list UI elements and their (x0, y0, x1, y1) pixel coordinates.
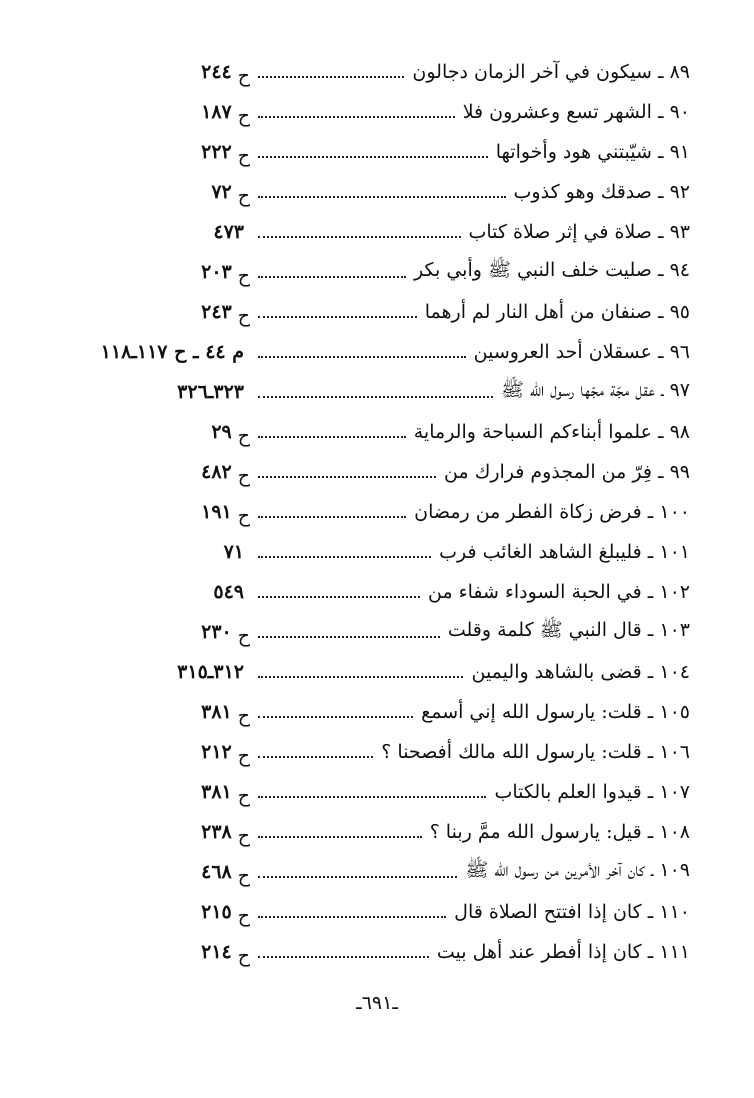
dot-leader (258, 116, 455, 118)
entry-page-number: ٥٤٩ (213, 581, 244, 603)
entry-reference (90, 221, 250, 243)
entry-title: ١٠٢ ـ في الحبة السوداء شفاء من (427, 581, 690, 603)
entry-title: ١١١ ـ كان إذا أفطر عند أهل بيت (436, 941, 690, 963)
entry-page-number: ٤٨٢ (201, 461, 232, 483)
entry-page-number: ٧١ (223, 541, 244, 563)
index-entry (90, 932, 690, 972)
entry-page-number: ٣٢٣ـ٣٢٦ (177, 381, 244, 403)
hadith-marker: ح (237, 425, 250, 447)
entry-reference (90, 621, 250, 647)
entry-title: ٩٢ ـ صدقك وهو كذوب (513, 181, 690, 203)
entry-title: ٩٣ ـ صلاة في إثر صلاة كتاب (468, 221, 690, 243)
index-entry (90, 892, 690, 932)
entry-reference (90, 701, 250, 727)
dot-leader (258, 596, 420, 598)
entry-title: ٩٨ ـ علموا أبناءكم السباحة والرماية (413, 421, 690, 443)
entry-page-number: ٤٦٨ (201, 861, 232, 883)
entry-title: ١٠٤ ـ قضى بالشاهد واليمين (471, 661, 690, 683)
hadith-marker: ح (237, 105, 250, 127)
entry-reference (90, 261, 250, 287)
entry-reference (90, 381, 250, 403)
dot-leader (258, 796, 486, 798)
dot-leader (258, 516, 406, 518)
dot-leader (258, 356, 466, 358)
page-number: ـ٦٩١ـ (356, 992, 398, 1014)
entry-title: ٩٦ ـ عسقلان أحد العروسين (473, 341, 690, 363)
index-list (90, 52, 690, 972)
entry-reference (90, 861, 250, 887)
dot-leader (258, 756, 373, 758)
hadith-marker: ح (237, 705, 250, 727)
dot-leader (258, 876, 457, 878)
dot-leader (258, 716, 413, 718)
entry-reference (90, 141, 250, 167)
entry-title: ٨٩ ـ سيكون في آخر الزمان دجالون (412, 61, 690, 83)
entry-title: ١٠٦ ـ قلت: يارسول الله مالك أفصحنا ؟ (381, 741, 690, 763)
dot-leader (258, 236, 461, 238)
index-entry (90, 532, 690, 572)
index-entry (90, 372, 690, 412)
entry-reference (90, 661, 250, 683)
hadith-marker: ح (237, 945, 250, 967)
dot-leader (258, 636, 440, 638)
entry-title: ١١٠ ـ كان إذا افتتح الصلاة قال (454, 901, 690, 923)
entry-reference (90, 101, 250, 127)
entry-page-number: ٢٢٢ (201, 141, 232, 163)
index-entry (90, 652, 690, 692)
dot-leader (258, 436, 406, 438)
entry-title: ١٠٥ ـ قلت: يارسول الله إني أسمع (421, 701, 690, 723)
entry-page-number: ٢١٥ (201, 901, 232, 923)
entry-page-number: ١٩١ (201, 501, 232, 523)
dot-leader (258, 76, 404, 78)
dot-leader (258, 276, 406, 278)
entry-reference (90, 301, 250, 327)
index-entry (90, 212, 690, 252)
entry-reference (90, 581, 250, 603)
hadith-marker: ح (237, 145, 250, 167)
entry-page-number: ٢١٤ (201, 941, 232, 963)
dot-leader (258, 836, 422, 838)
entry-page-number: ٢٩ (211, 421, 232, 443)
index-entry (90, 692, 690, 732)
dot-leader (258, 196, 506, 198)
dot-leader (258, 396, 493, 398)
entry-reference (90, 741, 250, 767)
dot-leader (258, 476, 436, 478)
entry-page-number: ٣٨١ (201, 781, 232, 803)
entry-page-number: ٤٧٣ (213, 221, 244, 243)
entry-page-number: ٢٤٤ (201, 61, 232, 83)
index-entry (90, 412, 690, 452)
entry-reference (90, 421, 250, 447)
entry-title: ٩٠ ـ الشهر تسع وعشرون فلا (462, 101, 690, 123)
index-entry (90, 572, 690, 612)
hadith-marker: ح (237, 785, 250, 807)
entry-page-number: م ٤٤ ـ ح ١١٧ـ١١٨ (100, 341, 244, 363)
dot-leader (258, 916, 446, 918)
entry-reference (90, 341, 250, 363)
hadith-marker: ح (237, 305, 250, 327)
entry-title: ١٠٠ ـ فرض زكاة الفطر من رمضان (414, 501, 690, 523)
index-entry (90, 732, 690, 772)
entry-reference (90, 181, 250, 207)
entry-page-number: ٣١٢ـ٣١٥ (177, 661, 244, 683)
dot-leader (258, 316, 417, 318)
entry-title: ٩٩ ـ فِرّ من المجذوم فرارك من (444, 461, 690, 483)
entry-reference (90, 821, 250, 847)
entry-reference (90, 461, 250, 487)
hadith-marker: ح (237, 465, 250, 487)
index-entry (90, 132, 690, 172)
hadith-marker: ح (237, 905, 250, 927)
entry-page-number: ٣٨١ (201, 701, 232, 723)
entry-reference (90, 61, 250, 87)
entry-reference (90, 781, 250, 807)
hadith-marker: ح (237, 865, 250, 887)
entry-page-number: ١٨٧ (201, 101, 232, 123)
index-entry (90, 452, 690, 492)
entry-reference (90, 941, 250, 967)
index-entry (90, 252, 690, 292)
dot-leader (258, 156, 488, 158)
entry-title: ١٠١ ـ فليبلغ الشاهد الغائب فرب (439, 541, 690, 563)
dot-leader (258, 956, 429, 958)
dot-leader (258, 676, 463, 678)
index-entry (90, 292, 690, 332)
index-entry (90, 772, 690, 812)
hadith-marker: ح (237, 65, 250, 87)
index-entry (90, 332, 690, 372)
hadith-marker: ح (237, 265, 250, 287)
entry-title: ١٠٧ ـ قيدوا العلم بالكتاب (494, 781, 690, 803)
entry-page-number: ٢٣٨ (201, 821, 232, 843)
entry-page-number: ٢٠٣ (201, 261, 232, 283)
index-entry (90, 812, 690, 852)
entry-title: ١٠٨ ـ قيل: يارسول الله ممَّ ربنا ؟ (429, 821, 690, 843)
entry-title: ١٠٣ ـ قال النبي ﷺ كلمة وقلت (447, 619, 690, 641)
entry-reference (90, 541, 250, 563)
entry-reference (90, 501, 250, 527)
hadith-marker: ح (237, 745, 250, 767)
hadith-marker: ح (237, 625, 250, 647)
entry-title: ١٠٩ ـ كان آخر الأمرين من رسول الله ﷺ (465, 859, 690, 881)
entry-title: ٩٧ ـ عقل مجّة مجّها رسول الله ﷺ (500, 379, 690, 401)
index-entry (90, 92, 690, 132)
index-entry (90, 612, 690, 652)
dot-leader (258, 556, 431, 558)
hadith-marker: ح (237, 185, 250, 207)
entry-title: ٩٤ ـ صليت خلف النبي ﷺ وأبي بكر (414, 259, 690, 281)
entry-page-number: ٧٢ (211, 181, 232, 203)
entry-page-number: ٢١٢ (201, 741, 232, 763)
index-entry (90, 172, 690, 212)
entry-reference (90, 901, 250, 927)
entry-title: ٩١ ـ شيّبتني هود وأخواتها (495, 141, 690, 163)
entry-page-number: ٢٣٠ (201, 621, 232, 643)
entry-title: ٩٥ ـ صنفان من أهل النار لم أرهما (424, 301, 690, 323)
hadith-marker: ح (237, 505, 250, 527)
index-entry (90, 852, 690, 892)
index-entry (90, 52, 690, 92)
entry-page-number: ٢٤٣ (201, 301, 232, 323)
hadith-marker: ح (237, 825, 250, 847)
index-entry (90, 492, 690, 532)
